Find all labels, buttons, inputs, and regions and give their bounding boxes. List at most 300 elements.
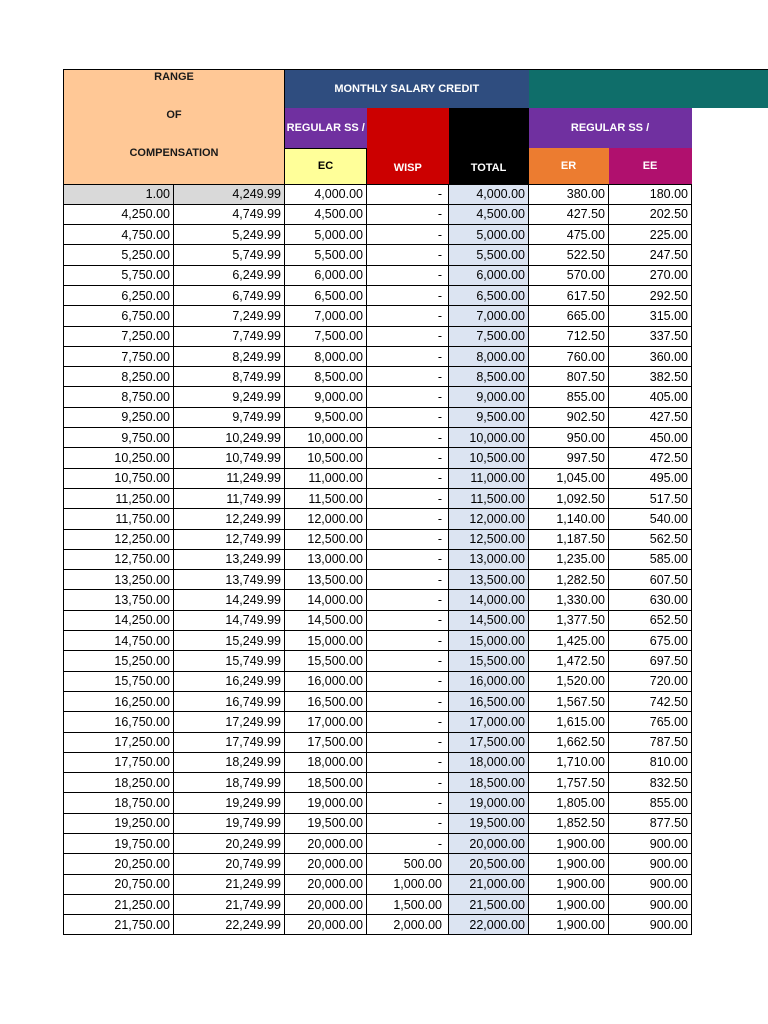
ee-cell: 292.50 [609, 285, 692, 305]
table-row [64, 306, 692, 326]
table-row [64, 854, 692, 874]
range-from-cell: 20,750.00 [64, 874, 174, 894]
er-cell: 1,710.00 [529, 752, 609, 772]
wisp-cell: 500.00 [367, 854, 449, 874]
msc-ec-cell: 18,500.00 [285, 773, 367, 793]
range-to-cell: 17,749.99 [174, 732, 285, 752]
range-of-compensation-header [64, 70, 285, 185]
wisp-cell: - [367, 225, 449, 245]
table-row [64, 346, 692, 366]
er-cell: 1,092.50 [529, 488, 609, 508]
wisp-cell: - [367, 488, 449, 508]
table-row [64, 387, 692, 407]
ee-cell: 877.50 [609, 813, 692, 833]
msc-ec-cell: 19,500.00 [285, 813, 367, 833]
msc-ec-cell: 11,000.00 [285, 468, 367, 488]
range-from-cell: 14,750.00 [64, 631, 174, 651]
msc-ec-cell: 12,000.00 [285, 509, 367, 529]
total-cell: 10,000.00 [449, 428, 529, 448]
range-from-cell: 21,250.00 [64, 894, 174, 914]
msc-ec-cell: 7,500.00 [285, 326, 367, 346]
total-cell: 6,500.00 [449, 285, 529, 305]
ee-cell: 225.00 [609, 225, 692, 245]
er-cell: 950.00 [529, 428, 609, 448]
range-from-cell: 8,750.00 [64, 387, 174, 407]
range-to-cell: 7,749.99 [174, 326, 285, 346]
range-from-cell: 10,250.00 [64, 448, 174, 468]
range-from-cell: 18,250.00 [64, 773, 174, 793]
msc-ec-cell: 7,000.00 [285, 306, 367, 326]
er-cell: 712.50 [529, 326, 609, 346]
ee-cell: 450.00 [609, 428, 692, 448]
wisp-cell: - [367, 509, 449, 529]
ee-cell: 607.50 [609, 570, 692, 590]
wisp-cell: - [367, 184, 449, 204]
wisp-cell: - [367, 651, 449, 671]
ee-cell: 202.50 [609, 204, 692, 224]
msc-ec-cell: 20,000.00 [285, 854, 367, 874]
table-row [64, 407, 692, 427]
er-cell: 855.00 [529, 387, 609, 407]
total-cell: 22,000.00 [449, 915, 529, 935]
table-row [64, 732, 692, 752]
range-from-cell: 6,250.00 [64, 285, 174, 305]
range-from-cell: 15,250.00 [64, 651, 174, 671]
msc-ec-cell: 11,500.00 [285, 488, 367, 508]
total-cell: 11,500.00 [449, 488, 529, 508]
msc-ec-cell: 6,000.00 [285, 265, 367, 285]
range-to-cell: 20,749.99 [174, 854, 285, 874]
er-cell: 427.50 [529, 204, 609, 224]
wisp-cell: - [367, 326, 449, 346]
range-from-cell: 17,750.00 [64, 752, 174, 772]
total-cell: 13,500.00 [449, 570, 529, 590]
table-row [64, 813, 692, 833]
total-cell: 14,000.00 [449, 590, 529, 610]
wisp-cell: - [367, 367, 449, 387]
table-row [64, 265, 692, 285]
er-cell: 1,900.00 [529, 915, 609, 935]
msc-ec-cell: 15,500.00 [285, 651, 367, 671]
ee-cell: 742.50 [609, 691, 692, 711]
header-blank [692, 108, 768, 148]
wisp-cell: - [367, 346, 449, 366]
ee-cell: 562.50 [609, 529, 692, 549]
total-cell: 9,000.00 [449, 387, 529, 407]
range-from-cell: 10,750.00 [64, 468, 174, 488]
msc-ec-cell: 4,500.00 [285, 204, 367, 224]
er-cell: 1,282.50 [529, 570, 609, 590]
range-to-cell: 15,749.99 [174, 651, 285, 671]
er-cell: 380.00 [529, 184, 609, 204]
total-cell: 20,000.00 [449, 834, 529, 854]
range-from-cell: 17,250.00 [64, 732, 174, 752]
msc-ec-cell: 9,500.00 [285, 407, 367, 427]
ee-cell: 427.50 [609, 407, 692, 427]
range-to-cell: 11,749.99 [174, 488, 285, 508]
range-from-cell: 19,250.00 [64, 813, 174, 833]
ee-cell: 630.00 [609, 590, 692, 610]
er-cell: 902.50 [529, 407, 609, 427]
range-from-cell: 6,750.00 [64, 306, 174, 326]
range-to-cell: 14,249.99 [174, 590, 285, 610]
range-from-cell: 9,750.00 [64, 428, 174, 448]
contribution-group-header [529, 70, 768, 109]
table-row [64, 773, 692, 793]
table-row [64, 184, 692, 204]
er-cell: 1,377.50 [529, 610, 609, 630]
range-from-cell: 14,250.00 [64, 610, 174, 630]
table-row [64, 752, 692, 772]
er-cell: 1,330.00 [529, 590, 609, 610]
wisp-cell: - [367, 590, 449, 610]
msc-ec-cell: 10,500.00 [285, 448, 367, 468]
table-row [64, 793, 692, 813]
range-to-cell: 16,749.99 [174, 691, 285, 711]
er-cell: 807.50 [529, 367, 609, 387]
er-cell: 1,235.00 [529, 549, 609, 569]
wisp-cell: - [367, 387, 449, 407]
range-to-cell: 5,749.99 [174, 245, 285, 265]
range-from-cell: 13,750.00 [64, 590, 174, 610]
range-line-1: RANGE [154, 71, 194, 83]
wisp-cell: - [367, 773, 449, 793]
er-cell: 475.00 [529, 225, 609, 245]
wisp-cell: - [367, 549, 449, 569]
ee-cell: 855.00 [609, 793, 692, 813]
range-to-cell: 10,249.99 [174, 428, 285, 448]
er-cell: 665.00 [529, 306, 609, 326]
total-cell: 16,500.00 [449, 691, 529, 711]
table-row [64, 631, 692, 651]
msc-ec-cell: 14,500.00 [285, 610, 367, 630]
range-to-cell: 17,249.99 [174, 712, 285, 732]
range-from-cell: 11,750.00 [64, 509, 174, 529]
table-row [64, 874, 692, 894]
ee-cell: 765.00 [609, 712, 692, 732]
ee-cell: 675.00 [609, 631, 692, 651]
table-row [64, 894, 692, 914]
range-to-cell: 4,749.99 [174, 204, 285, 224]
total-cell: 6,000.00 [449, 265, 529, 285]
regular-ss-msc-header: REGULAR SS / [285, 108, 367, 148]
table-row [64, 225, 692, 245]
total-cell: 4,500.00 [449, 204, 529, 224]
range-from-cell: 15,750.00 [64, 671, 174, 691]
ee-cell: 270.00 [609, 265, 692, 285]
table-row [64, 428, 692, 448]
total-cell: 7,500.00 [449, 326, 529, 346]
table-row [64, 915, 692, 935]
table-row [64, 590, 692, 610]
total-cell: 10,500.00 [449, 448, 529, 468]
wisp-cell: - [367, 813, 449, 833]
er-cell: 522.50 [529, 245, 609, 265]
wisp-cell: - [367, 204, 449, 224]
wisp-cell: - [367, 610, 449, 630]
range-to-cell: 7,249.99 [174, 306, 285, 326]
msc-ec-cell: 17,500.00 [285, 732, 367, 752]
wisp-cell: - [367, 245, 449, 265]
msc-ec-cell: 10,000.00 [285, 428, 367, 448]
contribution-table [63, 69, 768, 185]
monthly-salary-credit-header: MONTHLY SALARY CREDIT [285, 70, 529, 109]
table-row [64, 468, 692, 488]
ee-cell: 337.50 [609, 326, 692, 346]
msc-ec-cell: 16,500.00 [285, 691, 367, 711]
wisp-cell: - [367, 285, 449, 305]
range-to-cell: 6,249.99 [174, 265, 285, 285]
msc-ec-cell: 9,000.00 [285, 387, 367, 407]
er-cell: 1,900.00 [529, 874, 609, 894]
table-row [64, 570, 692, 590]
total-header: TOTAL [449, 108, 529, 184]
wisp-cell: - [367, 306, 449, 326]
er-cell: 760.00 [529, 346, 609, 366]
wisp-cell: - [367, 570, 449, 590]
range-from-cell: 7,250.00 [64, 326, 174, 346]
er-cell: 1,662.50 [529, 732, 609, 752]
er-cell: 570.00 [529, 265, 609, 285]
range-to-cell: 18,749.99 [174, 773, 285, 793]
er-cell: 1,520.00 [529, 671, 609, 691]
wisp-cell: - [367, 448, 449, 468]
range-to-cell: 9,749.99 [174, 407, 285, 427]
total-cell: 14,500.00 [449, 610, 529, 630]
range-from-cell: 20,250.00 [64, 854, 174, 874]
wisp-header: WISP [367, 108, 449, 184]
total-cell: 21,500.00 [449, 894, 529, 914]
total-cell: 20,500.00 [449, 854, 529, 874]
msc-ec-cell: 5,500.00 [285, 245, 367, 265]
total-cell: 12,500.00 [449, 529, 529, 549]
ee-cell: 180.00 [609, 184, 692, 204]
table-row [64, 549, 692, 569]
range-to-cell: 12,749.99 [174, 529, 285, 549]
wisp-cell: - [367, 428, 449, 448]
er-cell: 1,805.00 [529, 793, 609, 813]
er-cell: 1,757.50 [529, 773, 609, 793]
table-row [64, 712, 692, 732]
er-cell: 1,900.00 [529, 894, 609, 914]
range-from-cell: 1.00 [64, 184, 174, 204]
er-cell: 1,567.50 [529, 691, 609, 711]
range-to-cell: 21,749.99 [174, 894, 285, 914]
table-row [64, 245, 692, 265]
ee-cell: 382.50 [609, 367, 692, 387]
msc-ec-cell: 16,000.00 [285, 671, 367, 691]
er-cell: 1,187.50 [529, 529, 609, 549]
ee-cell: 697.50 [609, 651, 692, 671]
ee-cell: 832.50 [609, 773, 692, 793]
table-row [64, 448, 692, 468]
range-from-cell: 8,250.00 [64, 367, 174, 387]
range-from-cell: 13,250.00 [64, 570, 174, 590]
range-line-2: OF [166, 109, 182, 121]
total-cell: 8,000.00 [449, 346, 529, 366]
ee-cell: 810.00 [609, 752, 692, 772]
msc-ec-cell: 19,000.00 [285, 793, 367, 813]
regular-ss-contribution-header: REGULAR SS / [529, 108, 692, 148]
table-row [64, 834, 692, 854]
ee-cell: 405.00 [609, 387, 692, 407]
table-body [63, 184, 692, 936]
range-to-cell: 11,249.99 [174, 468, 285, 488]
table-row [64, 691, 692, 711]
msc-ec-cell: 8,500.00 [285, 367, 367, 387]
table-header [64, 70, 768, 185]
table-row [64, 204, 692, 224]
ee-cell: 472.50 [609, 448, 692, 468]
range-to-cell: 13,249.99 [174, 549, 285, 569]
total-cell: 15,000.00 [449, 631, 529, 651]
range-to-cell: 20,249.99 [174, 834, 285, 854]
range-to-cell: 5,249.99 [174, 225, 285, 245]
range-from-cell: 4,750.00 [64, 225, 174, 245]
range-to-cell: 13,749.99 [174, 570, 285, 590]
range-to-cell: 15,249.99 [174, 631, 285, 651]
range-to-cell: 9,249.99 [174, 387, 285, 407]
msc-ec-cell: 8,000.00 [285, 346, 367, 366]
total-cell: 18,500.00 [449, 773, 529, 793]
total-cell: 17,000.00 [449, 712, 529, 732]
msc-ec-cell: 5,000.00 [285, 225, 367, 245]
total-cell: 5,000.00 [449, 225, 529, 245]
msc-ec-cell: 20,000.00 [285, 834, 367, 854]
ee-cell: 517.50 [609, 488, 692, 508]
table-row [64, 509, 692, 529]
er-cell: 1,425.00 [529, 631, 609, 651]
ee-cell: 540.00 [609, 509, 692, 529]
ee-cell: 900.00 [609, 854, 692, 874]
wisp-cell: - [367, 793, 449, 813]
table-row [64, 671, 692, 691]
range-to-cell: 8,249.99 [174, 346, 285, 366]
wisp-cell: 1,500.00 [367, 894, 449, 914]
er-cell: 997.50 [529, 448, 609, 468]
wisp-cell: - [367, 529, 449, 549]
range-to-cell: 18,249.99 [174, 752, 285, 772]
table-row [64, 651, 692, 671]
ee-cell: 360.00 [609, 346, 692, 366]
msc-ec-cell: 14,000.00 [285, 590, 367, 610]
wisp-cell: - [367, 712, 449, 732]
total-cell: 19,000.00 [449, 793, 529, 813]
table-row [64, 488, 692, 508]
range-to-cell: 6,749.99 [174, 285, 285, 305]
msc-ec-cell: 18,000.00 [285, 752, 367, 772]
total-cell: 16,000.00 [449, 671, 529, 691]
wisp-cell: 2,000.00 [367, 915, 449, 935]
range-to-cell: 19,249.99 [174, 793, 285, 813]
range-from-cell: 21,750.00 [64, 915, 174, 935]
range-to-cell: 22,249.99 [174, 915, 285, 935]
msc-ec-cell: 15,000.00 [285, 631, 367, 651]
msc-ec-cell: 13,500.00 [285, 570, 367, 590]
total-cell: 8,500.00 [449, 367, 529, 387]
ee-cell: 247.50 [609, 245, 692, 265]
wisp-cell: - [367, 468, 449, 488]
wisp-cell: 1,000.00 [367, 874, 449, 894]
range-from-cell: 4,250.00 [64, 204, 174, 224]
range-to-cell: 10,749.99 [174, 448, 285, 468]
ee-cell: 315.00 [609, 306, 692, 326]
total-cell: 15,500.00 [449, 651, 529, 671]
header-blank-2 [692, 148, 768, 184]
wisp-cell: - [367, 265, 449, 285]
msc-ec-cell: 20,000.00 [285, 894, 367, 914]
total-cell: 9,500.00 [449, 407, 529, 427]
range-from-cell: 11,250.00 [64, 488, 174, 508]
msc-ec-cell: 17,000.00 [285, 712, 367, 732]
wisp-cell: - [367, 407, 449, 427]
range-from-cell: 5,250.00 [64, 245, 174, 265]
wisp-cell: - [367, 691, 449, 711]
range-from-cell: 9,250.00 [64, 407, 174, 427]
range-from-cell: 16,750.00 [64, 712, 174, 732]
er-cell: 1,900.00 [529, 834, 609, 854]
er-cell: 1,140.00 [529, 509, 609, 529]
range-to-cell: 19,749.99 [174, 813, 285, 833]
msc-ec-cell: 4,000.00 [285, 184, 367, 204]
msc-ec-cell: 6,500.00 [285, 285, 367, 305]
table-row [64, 326, 692, 346]
ee-cell: 900.00 [609, 894, 692, 914]
er-cell: 1,852.50 [529, 813, 609, 833]
wisp-cell: - [367, 732, 449, 752]
ee-cell: 652.50 [609, 610, 692, 630]
range-to-cell: 21,249.99 [174, 874, 285, 894]
ee-header: EE [609, 148, 692, 184]
table-row [64, 610, 692, 630]
wisp-cell: - [367, 834, 449, 854]
total-cell: 12,000.00 [449, 509, 529, 529]
range-from-cell: 18,750.00 [64, 793, 174, 813]
wisp-cell: - [367, 752, 449, 772]
range-to-cell: 4,249.99 [174, 184, 285, 204]
msc-ec-cell: 13,000.00 [285, 549, 367, 569]
ec-header: EC [285, 148, 367, 184]
table-row [64, 529, 692, 549]
ee-cell: 495.00 [609, 468, 692, 488]
ee-cell: 900.00 [609, 834, 692, 854]
total-cell: 5,500.00 [449, 245, 529, 265]
range-from-cell: 19,750.00 [64, 834, 174, 854]
range-from-cell: 12,750.00 [64, 549, 174, 569]
msc-ec-cell: 20,000.00 [285, 874, 367, 894]
range-from-cell: 12,250.00 [64, 529, 174, 549]
wisp-cell: - [367, 631, 449, 651]
er-cell: 1,615.00 [529, 712, 609, 732]
er-cell: 617.50 [529, 285, 609, 305]
table-row [64, 285, 692, 305]
contribution-table-container [63, 69, 768, 935]
range-from-cell: 5,750.00 [64, 265, 174, 285]
er-header: ER [529, 148, 609, 184]
wisp-cell: - [367, 671, 449, 691]
range-to-cell: 16,249.99 [174, 671, 285, 691]
msc-ec-cell: 20,000.00 [285, 915, 367, 935]
range-to-cell: 14,749.99 [174, 610, 285, 630]
msc-ec-cell: 12,500.00 [285, 529, 367, 549]
total-cell: 13,000.00 [449, 549, 529, 569]
ee-cell: 787.50 [609, 732, 692, 752]
table-row [64, 367, 692, 387]
ee-cell: 900.00 [609, 915, 692, 935]
er-cell: 1,472.50 [529, 651, 609, 671]
range-from-cell: 7,750.00 [64, 346, 174, 366]
ee-cell: 720.00 [609, 671, 692, 691]
